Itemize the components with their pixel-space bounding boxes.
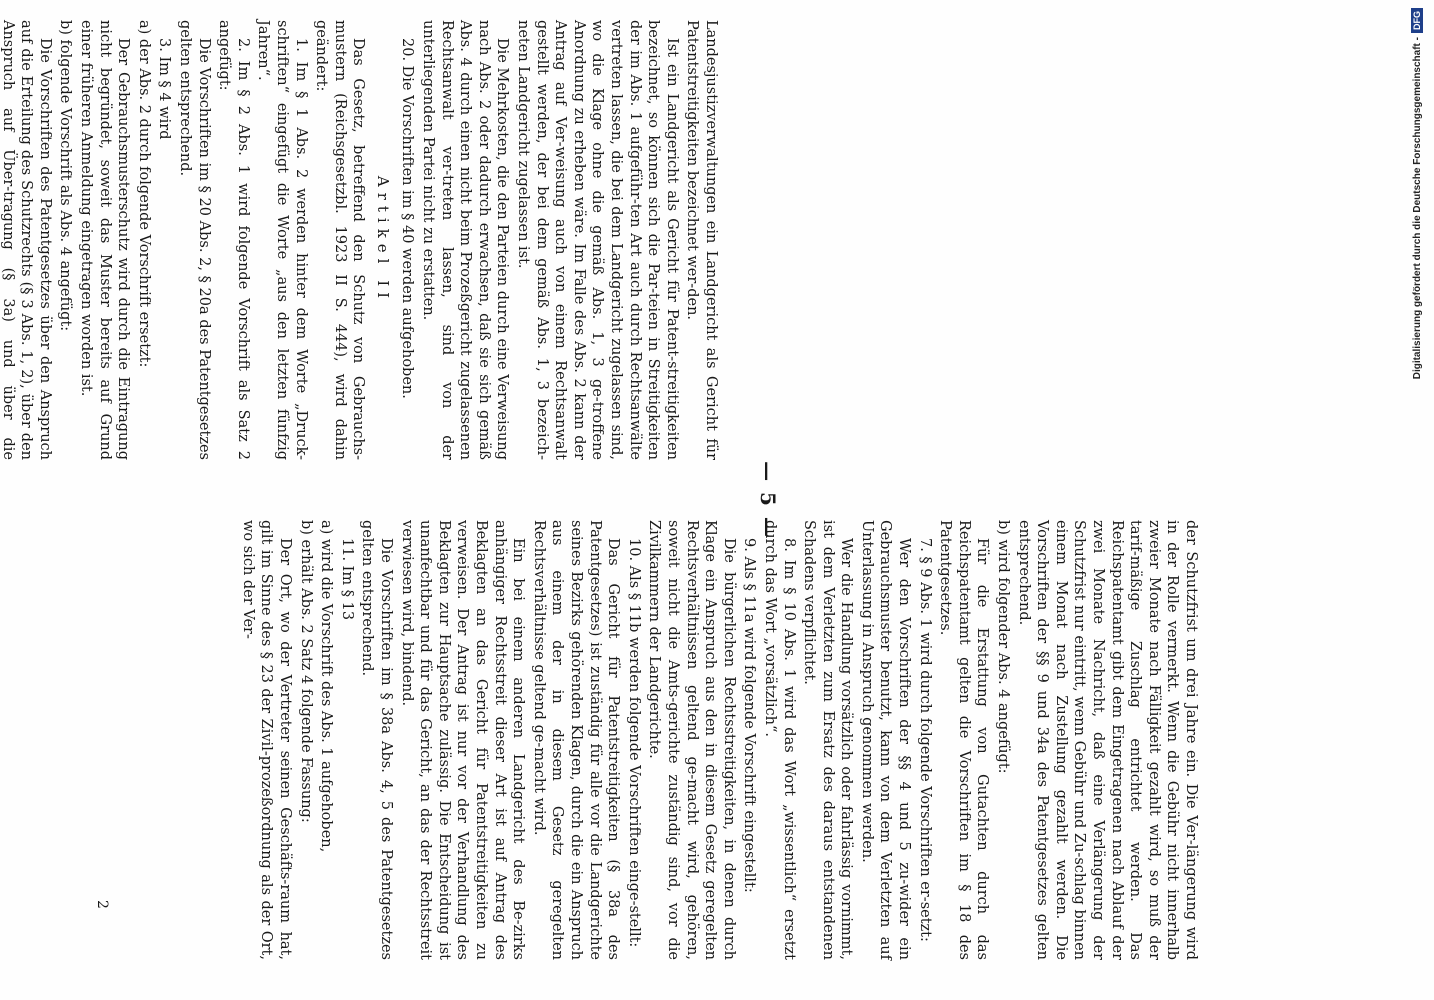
paragraph: b) folgende Vorschrift als Abs. 4 angefügt:	[57, 20, 74, 332]
paragraph: 1. Im § 1 Abs. 2 werden hinter dem Worte „Druck-schriften“ eingefügt die Worte „aus den letzten fünfzig Jahren“.	[255, 20, 309, 460]
left-column	[0, 20, 720, 460]
paragraph: Wer die Handlung vorsätzlich oder fahrlässig vornimmt, ist dem Verletzten zum Ersatz des daraus entstandenen Schadens verpflichtet.	[801, 520, 855, 960]
paragraph: Das Gesetz, betreffend den Schutz von Gebrauchs-mustern (Reichsgesetzbl. 1923 II S. 444), wird dahin geändert:	[313, 20, 367, 460]
paragraph: Die Vorschriften des Patentgesetzes über den Anspruch auf die Erteilung des Schutzrechts (§ 3 Abs. 1, 2), über den Anspruch auf Über-tragung (§ 3a) und über die	[0, 20, 53, 460]
paragraph: 7. § 9 Abs. 1 wird durch folgende Vorschriften er-setzt:	[916, 538, 933, 942]
paragraph: 10. Als § 11b werden folgende Vorschriften einge-stellt:	[625, 538, 642, 948]
funding-text: Digitalisierung gefördert durch die Deutsche Forschungsgemeinschaft -	[1412, 37, 1423, 380]
digitization-note	[1410, 8, 1426, 992]
article-heading: Artikel II	[373, 175, 392, 305]
paragraph: 20. Die Vorschriften im § 40 werden aufgehoben.	[399, 38, 416, 399]
paragraph: 9. Als § 11a wird folgende Vorschrift eingestellt:	[741, 538, 758, 893]
paragraph: Die Vorschriften im § 20 Abs. 2, § 20a des Patentgesetzes gelten entsprechend.	[176, 20, 212, 460]
paragraph: Ein bei einem anderen Landgericht des Be-zirks anhängiger Rechtsstreit dieser Art ist auf Antrag des Beklagten an das Gericht für Patentstreitigkeiten zu verweisen. Der Antrag ist nur vor der Verhandlung des Beklagten zur Hauptsache zulässig. Die Entscheidung ist unanfechtbar und für das Gericht, an das der Rechtsstreit verwiesen wird, bindend.	[398, 520, 527, 960]
paragraph: 11. Im § 13	[338, 538, 355, 621]
right-column	[236, 520, 1200, 960]
paragraph: 8. Im § 10 Abs. 1 wird das Wort „wissentlich“ ersetzt durch das Wort „vorsätzlich“.	[761, 520, 797, 960]
paragraph: der Schutzfrist um drei Jahre ein. Die Ver-längerung wird in der Rolle vermerkt. Wenn die Gebühr nicht innerhalb zweier Monate nach Fälligkeit gezahlt wird, so muß der tarif-mäßige Zuschlag entrichtet werden. Das Reichspatentamt gibt dem Eingetragenen nach Ablauf der zwei Monate Nachricht, daß eine Verlängerung der Schutzfrist nur eintritt, wenn Gebühr und Zu-schlag binnen einem Monat nach Zustellung gezahlt werden. Die Vorschriften der §§ 9 und 34a des Patentgesetzes gelten entsprechend.	[1015, 520, 1199, 960]
paragraph: Ist ein Landgericht als Gericht für Patent-streitigkeiten bezeichnet, so können sich die Par-teien in Streitigkeiten der im Abs. 1 aufgeführ-ten Art auch durch Rechtsanwälte vertreten lassen, die bei dem Landgericht zugelassen sind, wo die Klage ohne die gemäß Abs. 1, 3 ge-troffene Anordnung zu erheben wäre. Im Falle des Abs. 2 kann der Antrag auf Ver-weisung auch von einem Rechtsanwalt gestellt werden, der bei dem gemäß Abs. 1, 3 bezeich-neten Landgericht zugelassen ist.	[515, 20, 680, 460]
paragraph: Die Vorschriften im § 38a Abs. 4, 5 des Patentgesetzes gelten entsprechend.	[359, 520, 395, 960]
paragraph: 2. Im § 2 Abs. 1 wird folgende Vorschrift als Satz 2 angefügt:	[216, 20, 251, 460]
paragraph: Das Gericht für Patentstreitigkeiten (§ 38a des Patentgesetzes) ist zuständig für alle vor die Landgerichte seines Bezirks gehörenden Klagen, durch die ein Anspruch aus einem der in diesem Gesetz geregelten Rechtsverhältnisse geltend ge-macht wird.	[530, 520, 622, 960]
paragraph: a) wird die Vorschrift des Abs. 1 aufgehoben,	[318, 520, 335, 853]
signature-mark: 2	[94, 900, 110, 909]
paragraph: Die bürgerlichen Rechtsstreitigkeiten, in denen durch Klage ein Anspruch aus den in diesem Gesetz geregelten Rechtsverhältnissen geltend ge-macht wird, gehören, soweit nicht die Amts-gerichte zuständig sind, vor die Zivilkammern der Landgerichte.	[646, 520, 737, 960]
page-number: — 5 —	[756, 461, 780, 539]
paragraph: b) wird folgender Abs. 4 angefügt:	[995, 520, 1012, 774]
paragraph: 3. Im § 4 wird	[156, 38, 173, 140]
paragraph: b) erhält Abs. 2 Satz 4 folgende Fassung:	[297, 520, 314, 823]
paragraph: Der Ort, wo der Vertreter seinen Geschäfts-raum hat, gilt im Sinne des § 23 der Zivil-prozeßordnung als der Ort, wo sich der Ver-	[239, 520, 294, 960]
paragraph: Landesjustizverwaltungen ein Landgericht als Gericht für Patentstreitigkeiten bezeichnet wer-den.	[684, 20, 719, 460]
digitization-note-text	[1410, 8, 1426, 992]
paragraph: a) der Abs. 2 durch folgende Vorschrift ersetzt:	[135, 20, 152, 368]
dfg-logo: DFG	[1411, 8, 1423, 33]
paragraph: Der Gebrauchsmusterschutz wird durch die Eintragung nicht begründet, soweit das Muster bereits auf Grund einer früheren Anmeldung eingetragen worden ist.	[78, 20, 132, 460]
paragraph: Wer den Vorschriften der §§ 4 und 5 zu-wider ein Gebrauchsmuster benutzt, kann von dem Verletzten auf Unterlassung in Anspruch genommen werden.	[858, 520, 913, 960]
paragraph: Die Mehrkosten, die den Parteien durch eine Verweisung nach Abs. 2 oder dadurch erwachsen, daß sie sich gemäß Abs. 4 durch einen nicht beim Prozeßgericht zugelassenen Rechtsanwalt ver-treten lassen, sind von der unterliegenden Partei nicht zu erstatten.	[420, 20, 511, 460]
paragraph: Für die Erstattung von Gutachten durch das Reichspatentamt gelten die Vorschriften im § 18 des Patentgesetzes.	[937, 520, 991, 960]
